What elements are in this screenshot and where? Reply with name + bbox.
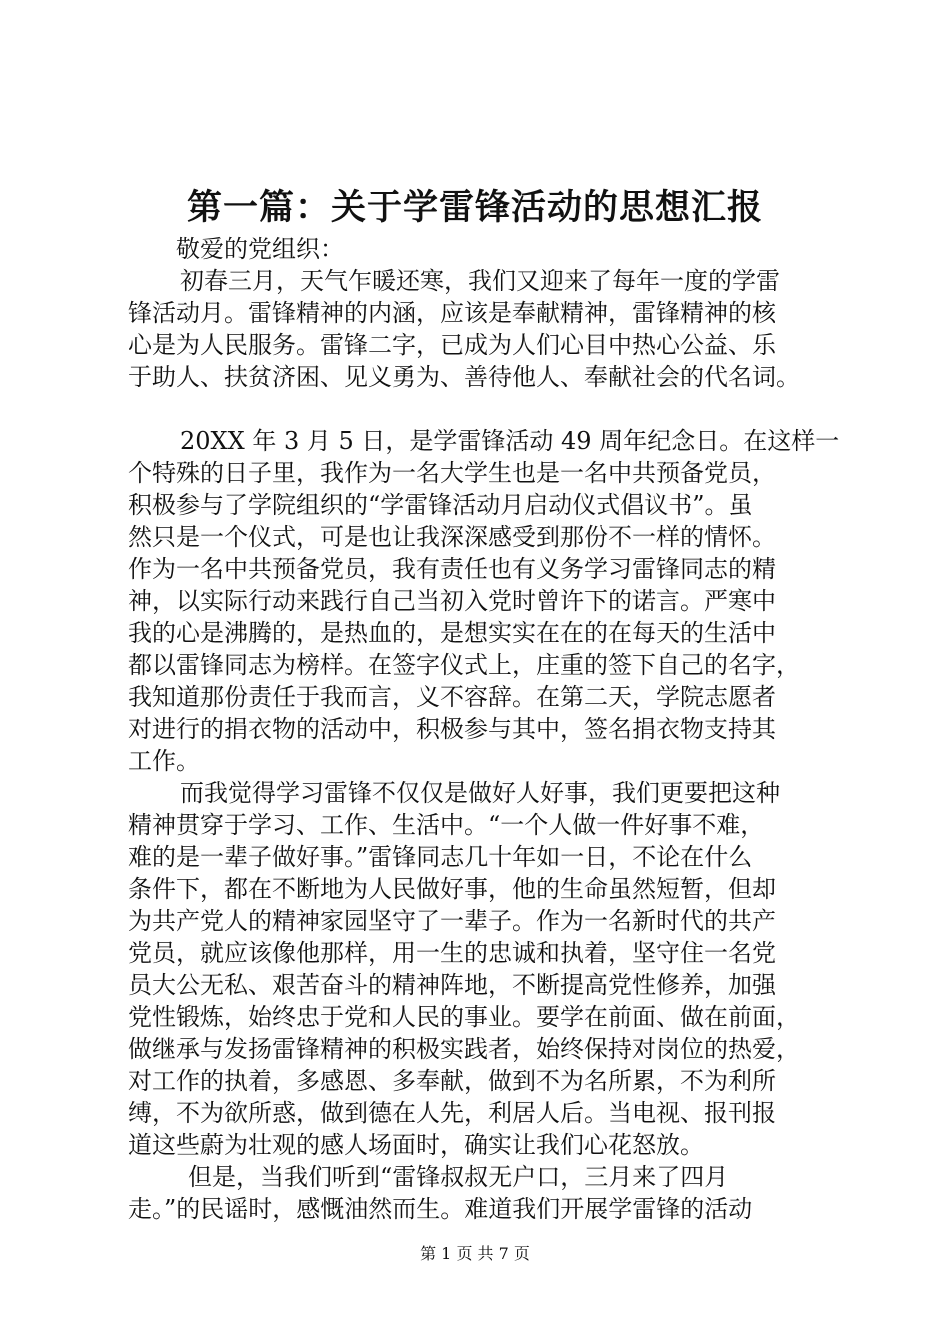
paragraph-line: 员大公无私、艰苦奋斗的精神阵地，不断提高党性修养，加强	[128, 971, 776, 999]
paragraph-line: 缚，不为欲所惑，做到德在人先，利居人后。当电视、报刊报	[128, 1099, 776, 1127]
salutation: 敬爱的党组织：	[176, 235, 344, 263]
paragraph-line: 工作。	[128, 747, 200, 775]
paragraph-1	[128, 265, 832, 393]
paragraph-line: 但是，当我们听到“雷锋叔叔无户口，三月来了四月	[188, 1163, 729, 1191]
paragraph-line: 积极参与了学院组织的“学雷锋活动月启动仪式倡议书”。虽	[128, 491, 753, 519]
paragraph-line: 个特殊的日子里，我作为一名大学生也是一名中共预备党员，	[128, 459, 776, 487]
paragraph-line: 条件下，都在不断地为人民做好事，他的生命虽然短暂，但却	[128, 875, 776, 903]
paragraph-line: 党性锻炼，始终忠于党和人民的事业。要学在前面、做在前面，	[128, 1003, 800, 1031]
paragraph-line: 党员，就应该像他那样，用一生的忠诚和执着，坚守住一名党	[128, 939, 776, 967]
paragraph-line: 精神贯穿于学习、工作、生活中。“一个人做一件好事不难，	[128, 811, 765, 839]
paragraph-line: 我知道那份责任于我而言，义不容辞。在第二天，学院志愿者	[128, 683, 776, 711]
paragraph-3	[128, 777, 832, 1161]
paragraph-line: 难的是一辈子做好事。”雷锋同志几十年如一日，不论在什么	[128, 843, 753, 871]
paragraph-line: 20XX 年 3 月 5 日，是学雷锋活动 49 周年纪念日。在这样一	[180, 427, 840, 455]
paragraph-line: 然只是一个仪式，可是也让我深深感受到那份不一样的情怀。	[128, 523, 776, 551]
paragraph-line: 对工作的执着，多感恩、多奉献，做到不为名所累，不为利所	[128, 1067, 776, 1095]
document-title: 第一篇：关于学雷锋活动的思想汇报	[186, 187, 763, 228]
paragraph-2	[128, 425, 840, 777]
paragraph-4	[128, 1161, 832, 1225]
paragraph-line: 走。”的民谣时，感慨油然而生。难道我们开展学雷锋的活动	[128, 1195, 753, 1223]
paragraph-line: 我的心是沸腾的，是热血的，是想实实在在的在每天的生活中	[128, 619, 776, 647]
paragraph-line: 心是为人民服务。雷锋二字，已成为人们心目中热心公益、乐	[128, 331, 776, 359]
paragraph-line: 做继承与发扬雷锋精神的积极实践者，始终保持对岗位的热爱，	[128, 1035, 800, 1063]
paragraph-line: 锋活动月。雷锋精神的内涵，应该是奉献精神，雷锋精神的核	[128, 299, 776, 327]
document-body	[128, 233, 840, 1225]
paragraph-line: 神，以实际行动来践行自己当初入党时曾许下的诺言。严寒中	[128, 587, 776, 615]
paragraph-line: 都以雷锋同志为榜样。在签字仪式上，庄重的签下自己的名字，	[128, 651, 800, 679]
paragraph-line: 作为一名中共预备党员，我有责任也有义务学习雷锋同志的精	[128, 555, 776, 583]
page-footer: 第 1 页 共 7 页	[420, 1244, 530, 1263]
paragraph-line: 初春三月，天气乍暖还寒，我们又迎来了每年一度的学雷	[180, 267, 780, 295]
paragraph-line: 于助人、扶贫济困、见义勇为、善待他人、奉献社会的代名词。	[128, 363, 800, 391]
paragraph-line: 对进行的捐衣物的活动中，积极参与其中，签名捐衣物支持其	[128, 715, 776, 743]
paragraph-line: 而我觉得学习雷锋不仅仅是做好人好事，我们更要把这种	[180, 779, 780, 807]
paragraph-spacer	[128, 393, 832, 425]
paragraph-line: 为共产党人的精神家园坚守了一辈子。作为一名新时代的共产	[128, 907, 776, 935]
paragraph-line: 道这些蔚为壮观的感人场面时，确实让我们心花怒放。	[128, 1131, 704, 1159]
